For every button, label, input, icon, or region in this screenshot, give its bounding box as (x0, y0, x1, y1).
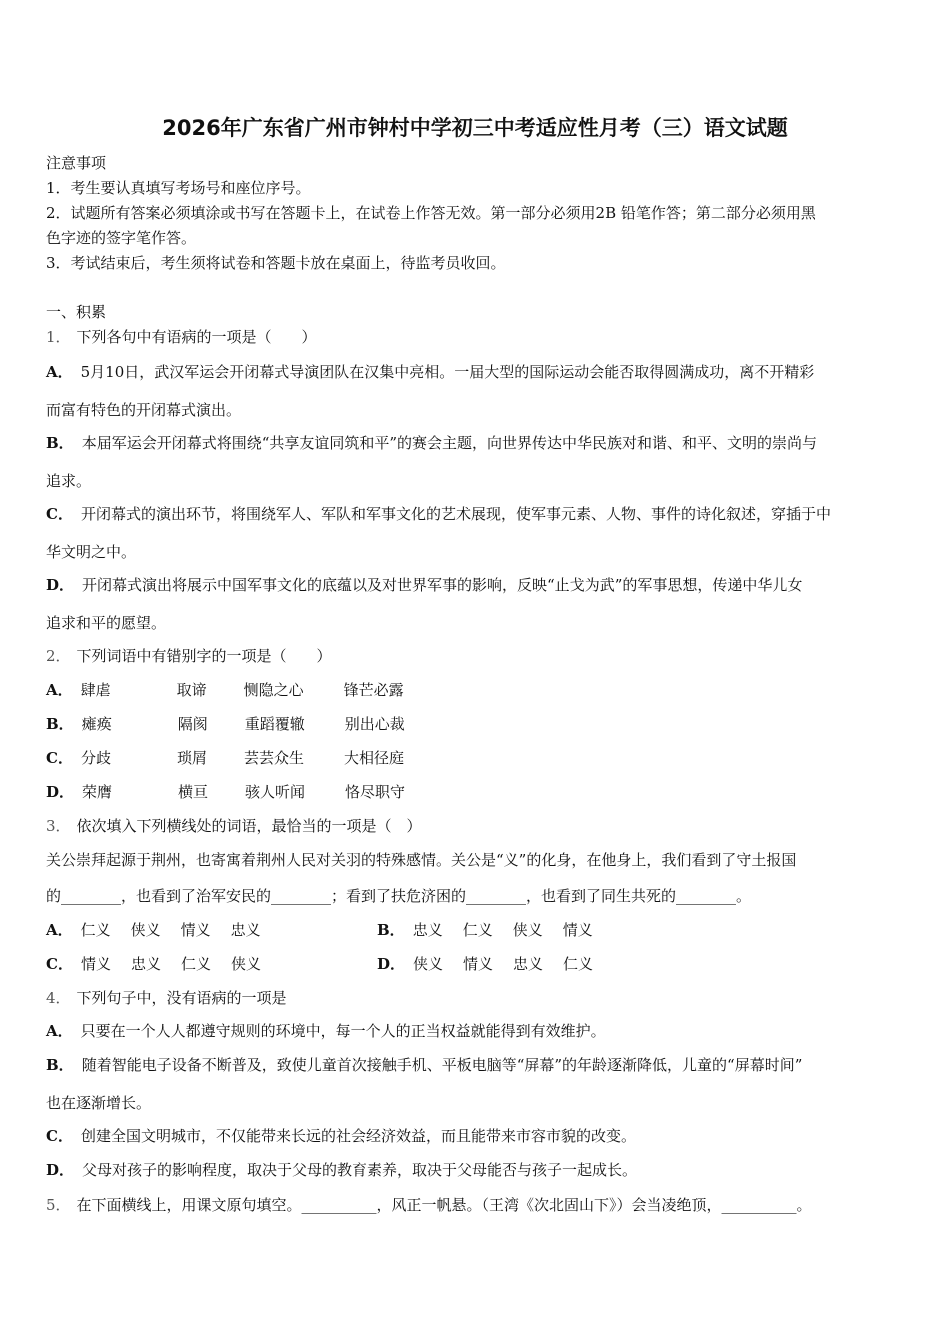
question-stem: 依次填入下列横线处的词语，最恰当的一项是（ ） (76, 817, 422, 835)
question-number: 2． (46, 647, 71, 665)
notice-heading: 注意事项 (46, 154, 107, 172)
option-text: 开闭幕式演出将展示中国军事文化的底蕴以及对世界军事的影响，反映“止戈为武”的军事思想，传递中华儿女 (82, 576, 803, 594)
option-label: B． (46, 715, 74, 733)
q2-option-b (46, 713, 445, 734)
question-2 (46, 645, 332, 666)
option-continuation: 华文明之中。 (46, 543, 137, 561)
notice-item: 2．试题所有答案必须填涂或书写在答题卡上，在试卷上作答无效。第一部分必须用2B 铅笔作答；第二部分必须用黑 (46, 204, 816, 222)
word: 仁义 (80, 921, 111, 939)
q3-option-c (46, 953, 377, 974)
option-label: B． (46, 1056, 74, 1074)
question-stem: 下列词语中有错别字的一项是（ ） (76, 647, 332, 665)
option-continuation: 追求。 (46, 472, 92, 490)
q3-passage: 的________，也看到了治军安民的________；看到了扶危济困的________，也看到了同生共死的________。 (46, 887, 752, 905)
question-number: 4． (46, 989, 71, 1007)
question-3 (46, 815, 422, 836)
word: 骇人听闻 (245, 783, 306, 801)
word: 芸芸众生 (243, 749, 304, 767)
word: 恻隐之心 (243, 681, 304, 699)
word: 侠义 (230, 955, 261, 973)
q3-passage: 关公崇拜起源于荆州，也寄寓着荆州人民对关羽的特殊感情。关公是“义”的化身，在他身上，我们看到了守土报国 (46, 851, 797, 869)
option-label: B． (46, 434, 74, 452)
q2-option-d (46, 781, 445, 802)
option-text: 创建全国文明城市，不仅能带来长远的社会经济效益，而且能带来市容市貌的改变。 (80, 1127, 636, 1145)
word: 情义 (562, 921, 593, 939)
word: 仁义 (563, 955, 594, 973)
word: 肆虐 (80, 681, 111, 699)
q4-option-b (46, 1054, 802, 1075)
word: 仁义 (180, 955, 211, 973)
q1-option-d (46, 574, 802, 595)
q2-option-c (46, 747, 444, 768)
question-stem: 在下面横线上，用课文原句填空。__________，风正一帆悬。（王湾《次北固山下》）会当凌绝顶，__________。 (76, 1196, 812, 1214)
q3-option-b (377, 919, 708, 940)
notice-item: 1．考生要认真填写考场号和座位序号。 (46, 179, 311, 197)
page-title: 2026年广东省广州市钟村中学初三中考适应性月考（三）语文试题 (162, 116, 788, 140)
q4-option-d (46, 1159, 637, 1180)
word: 情义 (80, 955, 111, 973)
q4-option-c (46, 1125, 636, 1146)
word: 大相径庭 (343, 749, 404, 767)
question-1 (46, 326, 317, 347)
q3-option-a (46, 919, 377, 940)
option-label: A． (46, 1022, 73, 1040)
word: 隔阂 (177, 715, 208, 733)
word: 侠义 (512, 921, 543, 939)
word: 仁义 (462, 921, 493, 939)
word: 忠义 (513, 955, 544, 973)
option-label: D． (46, 576, 75, 594)
word: 忠义 (230, 921, 261, 939)
q1-option-b (46, 432, 817, 453)
q3-options-row (46, 953, 708, 974)
question-stem: 下列句子中，没有语病的一项是 (76, 989, 287, 1007)
option-label: A． (46, 921, 73, 939)
option-text: 父母对孩子的影响程度，取决于父母的教育素养，取决于父母能否与孩子一起成长。 (82, 1161, 638, 1179)
option-continuation: 而富有特色的开闭幕式演出。 (46, 401, 242, 419)
word: 忠义 (412, 921, 443, 939)
word: 分歧 (80, 749, 111, 767)
option-label: C． (46, 1127, 73, 1145)
option-text: 5月10日，武汉军运会开闭幕式导演团队在汉集中亮相。一届大型的国际运动会能否取得圆满成功，离不开精彩 (80, 363, 815, 381)
question-stem: 下列各句中有语病的一项是（ ） (76, 328, 317, 346)
q1-option-a (46, 361, 814, 382)
word: 别出心裁 (344, 715, 405, 733)
word: 荣膺 (82, 783, 113, 801)
q3-option-d (377, 953, 708, 974)
word: 瘫痪 (81, 715, 112, 733)
question-number: 5． (46, 1196, 71, 1214)
option-label: D． (377, 955, 406, 973)
word: 重蹈覆辙 (244, 715, 305, 733)
word: 情义 (180, 921, 211, 939)
option-label: C． (46, 955, 73, 973)
question-4 (46, 987, 287, 1008)
word: 忠义 (130, 955, 161, 973)
question-5 (46, 1194, 812, 1215)
question-number: 1． (46, 328, 71, 346)
option-label: B． (377, 921, 405, 939)
word: 横亘 (178, 783, 209, 801)
notice-item: 3．考试结束后，考生须将试卷和答题卡放在桌面上，待监考员收回。 (46, 254, 506, 272)
word: 恪尽职守 (345, 783, 406, 801)
q4-option-a (46, 1020, 606, 1041)
option-label: C． (46, 749, 73, 767)
word: 情义 (463, 955, 494, 973)
option-continuation: 追求和平的愿望。 (46, 614, 167, 632)
q1-option-c (46, 503, 831, 524)
word: 侠义 (413, 955, 444, 973)
word: 取谛 (176, 681, 207, 699)
notice-item: 色字迹的签字笔作答。 (46, 229, 197, 247)
word: 侠义 (130, 921, 161, 939)
option-text: 开闭幕式的演出环节，将围绕军人、军队和军事文化的艺术展现，使军事元素、人物、事件的诗化叙述，穿插于中 (80, 505, 831, 523)
option-text: 只要在一个人人都遵守规则的环境中，每一个人的正当权益就能得到有效维护。 (80, 1022, 606, 1040)
option-label: A． (46, 681, 73, 699)
word: 锋芒必露 (343, 681, 404, 699)
option-label: C． (46, 505, 73, 523)
q2-option-a (46, 679, 444, 700)
option-label: D． (46, 783, 75, 801)
option-label: A． (46, 363, 73, 381)
word: 琐屑 (176, 749, 207, 767)
section-heading: 一、积累 (46, 303, 107, 321)
option-label: D． (46, 1161, 75, 1179)
option-text: 随着智能电子设备不断普及，致使儿童首次接触手机、平板电脑等“屏幕”的年龄逐渐降低，儿童的“屏幕时间” (81, 1056, 803, 1074)
option-text: 本届军运会开闭幕式将围绕“共享友谊同筑和平”的赛会主题，向世界传达中华民族对和谐、和平、文明的崇尚与 (81, 434, 818, 452)
q3-options-row (46, 919, 708, 940)
question-number: 3． (46, 817, 71, 835)
option-continuation: 也在逐渐增长。 (46, 1094, 152, 1112)
